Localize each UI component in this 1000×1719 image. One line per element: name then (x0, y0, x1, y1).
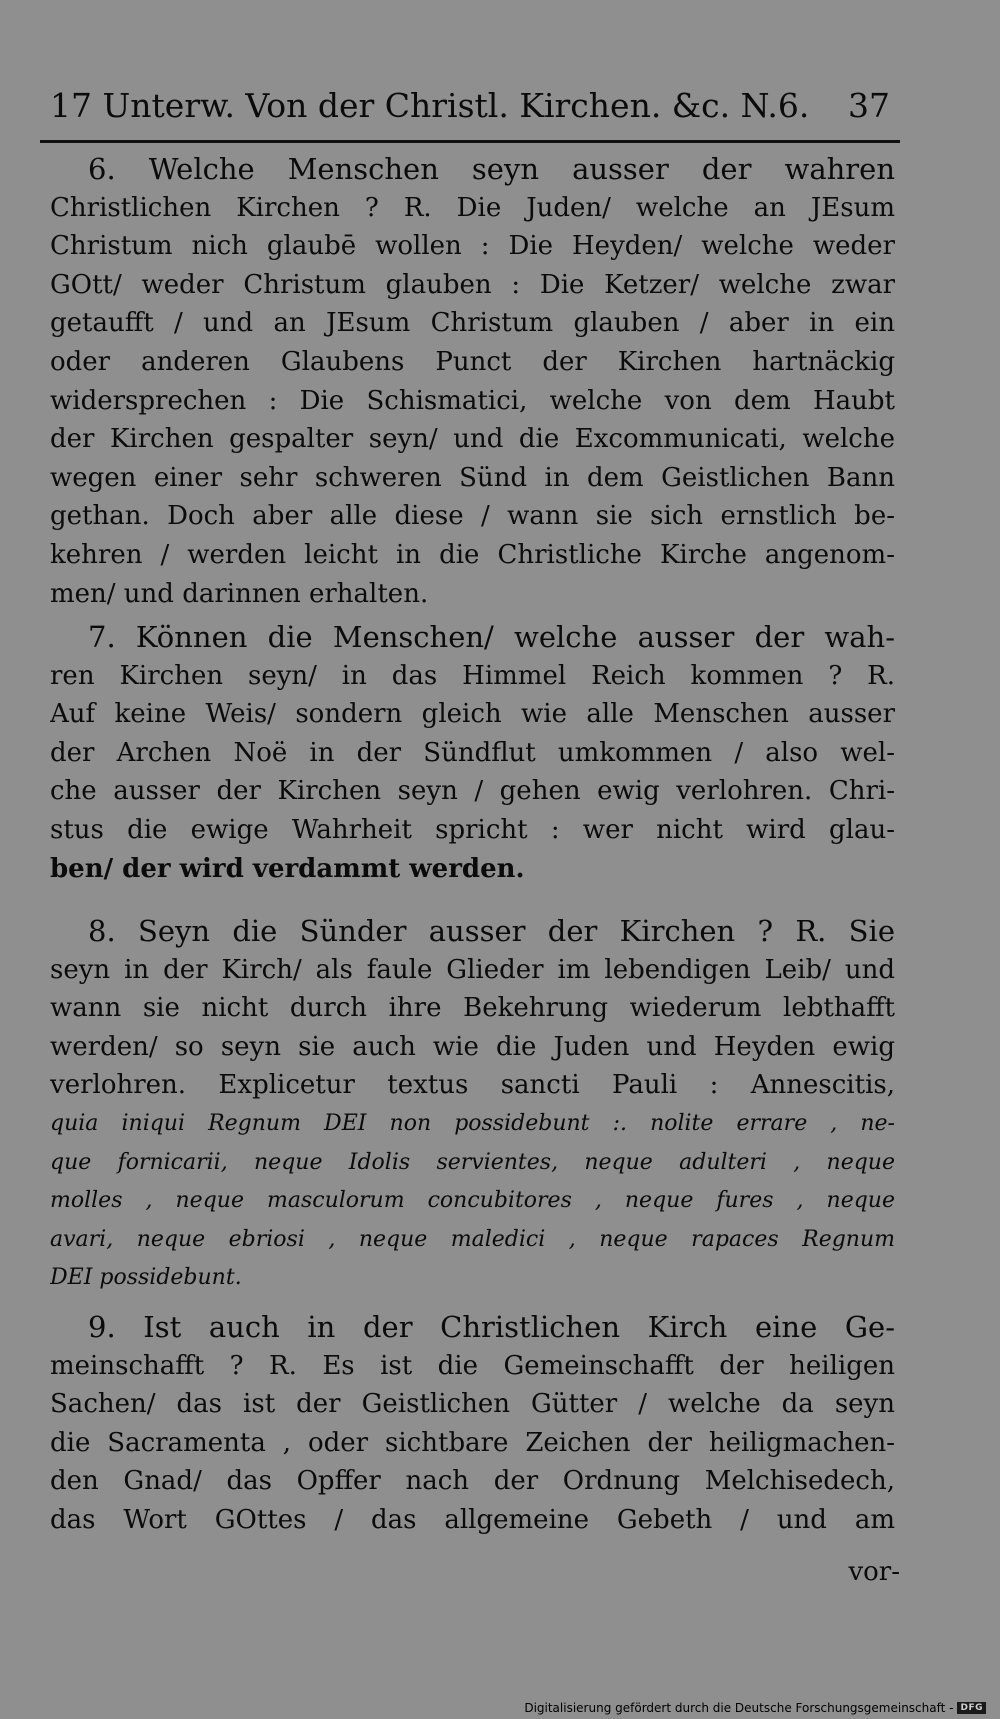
paragraph-8 (50, 912, 895, 1298)
text-line: GOtt/ weder Christum glauben : Die Ketzer/ welche zwar (50, 269, 895, 300)
catchword: vor- (848, 1557, 900, 1587)
text-line: ben/ der wird verdammt werden. (50, 853, 525, 884)
footer-credit (524, 1701, 986, 1715)
latin-line: molles , neque masculorum concubitores , neque fures , neque (50, 1188, 895, 1214)
latin-line: DEI possidebunt. (50, 1265, 242, 1291)
text-line: oder anderen Glaubens Punct der Kirchen hartnäckig (50, 346, 895, 377)
latin-line: quia iniqui Regnum DEI non possidebunt :. nolite errare , ne- (50, 1110, 895, 1136)
text-line: 6. Welche Menschen seyn ausser der wahren (88, 152, 895, 186)
running-header (50, 78, 890, 134)
text-line: Christum nich glaubē wollen : Die Heyden/ welche weder (50, 231, 895, 262)
latin-line: que fornicarii, neque Idolis servientes, neque adulteri , neque (50, 1149, 895, 1175)
text-line: wann sie nicht durch ihre Bekehrung wiederum lebthafft (50, 993, 895, 1024)
text-line: Christlichen Kirchen ? R. Die Juden/ welche an JEsum (50, 192, 895, 223)
text-line: meinschafft ? R. Es ist die Gemeinschafft der heiligen (50, 1350, 895, 1381)
text-line: seyn in der Kirch/ als faule Glieder im lebendigen Leib/ und (50, 954, 895, 985)
text-line: die Sacramenta , oder sichtbare Zeichen der heiligmachen- (50, 1427, 895, 1458)
text-line: 7. Können die Menschen/ welche ausser der wah- (88, 620, 895, 654)
text-line: Sachen/ das ist der Geistlichen Gütter / welche da seyn (50, 1389, 895, 1420)
dfg-logo-icon: DFG (957, 1702, 986, 1714)
paragraph-9 (50, 1308, 895, 1540)
text-line: men/ und darinnen erhalten. (50, 578, 429, 609)
text-line: gethan. Doch aber alle diese / wann sie sich ernstlich be- (50, 501, 895, 532)
latin-line: avari, neque ebriosi , neque maledici , neque rapaces Regnum (50, 1226, 895, 1252)
text-line: stus die ewige Wahrheit spricht : wer nicht wird glau- (50, 814, 895, 845)
text-line: verlohren. Explicetur textus sancti Pauli : Annescitis, (50, 1070, 895, 1101)
text-line: der Kirchen gespalter seyn/ und die Excommunicati, welche (50, 424, 895, 455)
text-line: das Wort GOttes / das allgemeine Gebeth / und am (50, 1504, 895, 1535)
text-line: 9. Ist auch in der Christlichen Kirch eine Ge- (88, 1310, 895, 1344)
text-line: Auf keine Weis/ sondern gleich wie alle Menschen ausser (50, 699, 895, 730)
page-number: 37 (848, 86, 890, 125)
text-line: 8. Seyn die Sünder ausser der Kirchen ? R. Sie (88, 914, 895, 948)
paragraph-6 (50, 150, 895, 613)
text-line: den Gnad/ das Opffer nach der Ordnung Melchisedech, (50, 1466, 895, 1497)
text-line: che ausser der Kirchen seyn / gehen ewig verlohren. Chri- (50, 776, 895, 807)
footer-text: Digitalisierung gefördert durch die Deutsche Forschungsgemeinschaft - (524, 1701, 954, 1715)
text-line: werden/ so seyn sie auch wie die Juden und Heyden ewig (50, 1031, 895, 1062)
text-line: der Archen Noë in der Sündflut umkommen / also wel- (50, 737, 895, 768)
header-title: 17 Unterw. Von der Christl. Kirchen. &c. N.6. (50, 86, 810, 125)
text-line: ren Kirchen seyn/ in das Himmel Reich kommen ? R. (50, 660, 895, 691)
paragraph-7 (50, 618, 895, 888)
text-line: wegen einer sehr schweren Sünd in dem Geistlichen Bann (50, 462, 895, 493)
header-rule (40, 140, 900, 143)
text-line: widersprechen : Die Schismatici, welche von dem Haubt (50, 385, 895, 416)
text-line: kehren / werden leicht in die Christliche Kirche angenom- (50, 539, 895, 570)
text-line: getaufft / und an JEsum Christum glauben / aber in ein (50, 308, 895, 339)
